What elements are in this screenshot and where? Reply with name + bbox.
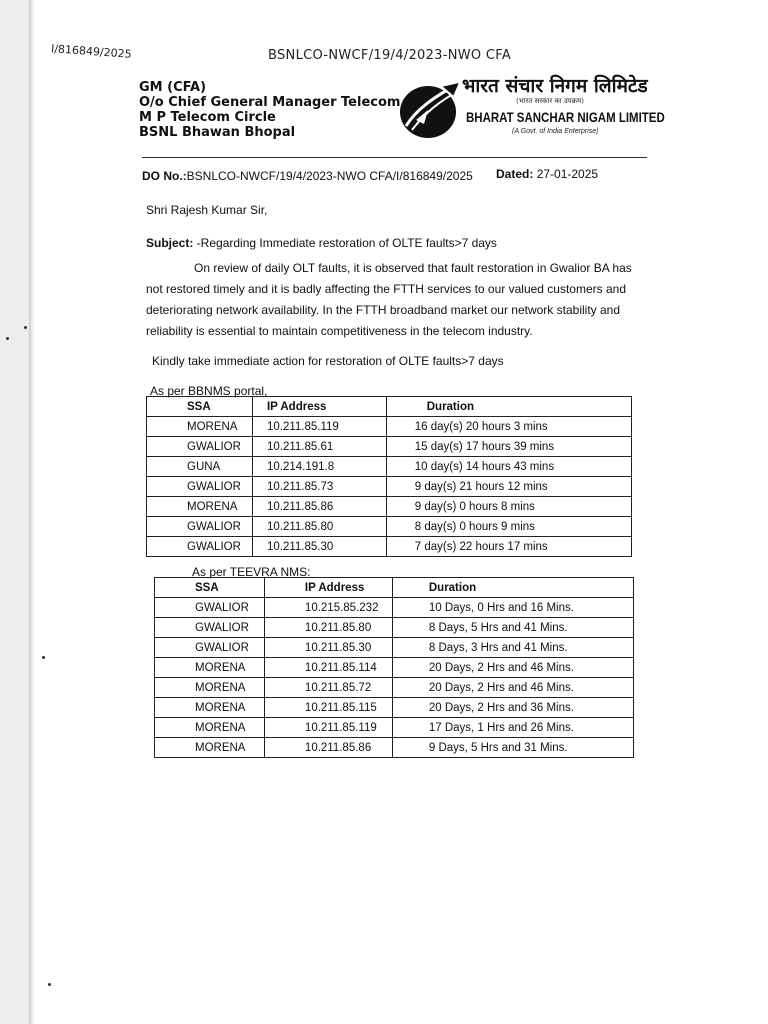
- handwritten-reference: I/816849/2025: [50, 42, 133, 61]
- table-row: [155, 738, 634, 758]
- body-paragraph: On review of daily OLT faults, it is observed that fault restoration in Gwalior BA has not restored timely and it is badly affecting the FTTH services to our valued customers and deteriorating network availability. In the FTTH broadband market our network stability and reliability is essential to maintain competitiveness in the telecom industry.: [146, 261, 632, 338]
- cell-ssa: GUNA: [147, 457, 253, 477]
- cell-ssa: MORENA: [155, 658, 265, 678]
- cell-duration: 15 day(s) 17 hours 39 mins: [386, 437, 631, 457]
- cell-ip-address: 10.211.85.72: [264, 678, 392, 698]
- table-row: [147, 417, 632, 437]
- column-header-ip: IP Address: [264, 578, 392, 598]
- cell-ssa: GWALIOR: [147, 537, 253, 557]
- logo-english-subtitle: (A Govt. of India Enterprise): [512, 128, 599, 135]
- column-header-duration: Duration: [392, 578, 633, 598]
- do-number: BSNLCO-NWCF/19/4/2023-NWO CFA/I/816849/2025: [186, 169, 473, 183]
- cell-ip-address: 10.211.85.30: [252, 537, 386, 557]
- table-row: [155, 698, 634, 718]
- cell-duration: 10 Days, 0 Hrs and 16 Mins.: [392, 598, 633, 618]
- cell-duration: 9 day(s) 0 hours 8 mins: [386, 497, 631, 517]
- cell-ssa: GWALIOR: [155, 598, 265, 618]
- top-reference: BSNLCO-NWCF/19/4/2023-NWO CFA: [268, 48, 512, 63]
- cell-ssa: GWALIOR: [147, 437, 253, 457]
- table-row: [155, 658, 634, 678]
- cell-ssa: MORENA: [155, 678, 265, 698]
- logo-hindi-name: भारत संचार निगम लिमिटेड: [462, 75, 648, 97]
- sender-designation: GM (CFA): [139, 80, 207, 95]
- column-header-ssa: SSA: [155, 578, 265, 598]
- cell-ip-address: 10.211.85.114: [264, 658, 392, 678]
- cell-ssa: MORENA: [155, 718, 265, 738]
- sender-circle: M P Telecom Circle: [139, 110, 276, 125]
- table-row: [147, 537, 632, 557]
- table-row: [147, 477, 632, 497]
- table1-caption: As per BBNMS portal,: [150, 384, 268, 398]
- cell-duration: 16 day(s) 20 hours 3 mins: [386, 417, 631, 437]
- table-header-row: [147, 397, 632, 417]
- scan-speck: [24, 326, 27, 329]
- cell-ip-address: 10.211.85.86: [264, 738, 392, 758]
- cell-duration: 9 Days, 5 Hrs and 31 Mins.: [392, 738, 633, 758]
- cell-ip-address: 10.211.85.86: [252, 497, 386, 517]
- dated-label: Dated:: [496, 167, 534, 181]
- column-header-ssa: SSA: [147, 397, 253, 417]
- cell-ssa: MORENA: [147, 497, 253, 517]
- subject-line: [146, 233, 497, 253]
- table-row: [147, 457, 632, 477]
- cell-ip-address: 10.211.85.119: [252, 417, 386, 437]
- cell-ssa: GWALIOR: [147, 517, 253, 537]
- cell-ip-address: 10.211.85.80: [264, 618, 392, 638]
- table2-caption: As per TEEVRA NMS:: [192, 565, 311, 579]
- cell-duration: 17 Days, 1 Hrs and 26 Mins.: [392, 718, 633, 738]
- subject-label: Subject:: [146, 236, 194, 250]
- do-label: DO No.:: [142, 169, 187, 183]
- cell-ip-address: 10.211.85.61: [252, 437, 386, 457]
- table-row: [147, 497, 632, 517]
- sender-address: BSNL Bhawan Bhopal: [139, 125, 296, 140]
- cell-duration: 20 Days, 2 Hrs and 36 Mins.: [392, 698, 633, 718]
- table-row: [155, 638, 634, 658]
- dated-line: [496, 164, 598, 184]
- scan-speck: [48, 983, 51, 986]
- table-row: [155, 678, 634, 698]
- table-header-row: [155, 578, 634, 598]
- column-header-ip: IP Address: [252, 397, 386, 417]
- bbnms-fault-table: [146, 396, 632, 557]
- cell-duration: 20 Days, 2 Hrs and 46 Mins.: [392, 678, 633, 698]
- scan-speck: [6, 337, 9, 340]
- cell-ssa: MORENA: [147, 417, 253, 437]
- bsnl-logo-icon: [398, 80, 464, 140]
- request-line: Kindly take immediate action for restoration of OLTE faults>7 days: [152, 354, 504, 368]
- sender-office: O/o Chief General Manager Telecom: [139, 95, 401, 110]
- cell-ip-address: 10.214.191.8: [252, 457, 386, 477]
- cell-duration: 8 Days, 5 Hrs and 41 Mins.: [392, 618, 633, 638]
- table-row: [155, 598, 634, 618]
- cell-duration: 8 Days, 3 Hrs and 41 Mins.: [392, 638, 633, 658]
- page-edge-shadow: [29, 0, 35, 1024]
- cell-duration: 20 Days, 2 Hrs and 46 Mins.: [392, 658, 633, 678]
- logo-english-name: BHARAT SANCHAR NIGAM LIMITED: [466, 109, 665, 125]
- table-row: [155, 718, 634, 738]
- cell-ssa: MORENA: [155, 738, 265, 758]
- cell-duration: 10 day(s) 14 hours 43 mins: [386, 457, 631, 477]
- scan-speck: [42, 656, 45, 659]
- cell-ip-address: 10.211.85.115: [264, 698, 392, 718]
- sender-block: [139, 80, 400, 140]
- teevra-fault-table: [154, 577, 634, 758]
- table-row: [147, 437, 632, 457]
- scan-margin: [0, 0, 30, 1024]
- cell-ssa: GWALIOR: [147, 477, 253, 497]
- cell-ssa: GWALIOR: [155, 618, 265, 638]
- cell-ssa: GWALIOR: [155, 638, 265, 658]
- salutation: Shri Rajesh Kumar Sir,: [146, 203, 268, 217]
- cell-ip-address: 10.215.85.232: [264, 598, 392, 618]
- logo-hindi-subtitle: (भारत सरकार का उपक्रम): [516, 97, 584, 105]
- cell-ip-address: 10.211.85.80: [252, 517, 386, 537]
- cell-ip-address: 10.211.85.73: [252, 477, 386, 497]
- cell-duration: 7 day(s) 22 hours 17 mins: [386, 537, 631, 557]
- dated-value: 27-01-2025: [536, 167, 599, 181]
- table-row: [147, 517, 632, 537]
- subject-text: -Regarding Immediate restoration of OLTE faults>7 days: [193, 236, 497, 250]
- cell-ssa: MORENA: [155, 698, 265, 718]
- header-divider: [142, 157, 647, 158]
- cell-duration: 9 day(s) 21 hours 12 mins: [386, 477, 631, 497]
- table-row: [155, 618, 634, 638]
- cell-ip-address: 10.211.85.30: [264, 638, 392, 658]
- cell-duration: 8 day(s) 0 hours 9 mins: [386, 517, 631, 537]
- do-number-line: [142, 166, 473, 186]
- column-header-duration: Duration: [386, 397, 631, 417]
- cell-ip-address: 10.211.85.119: [264, 718, 392, 738]
